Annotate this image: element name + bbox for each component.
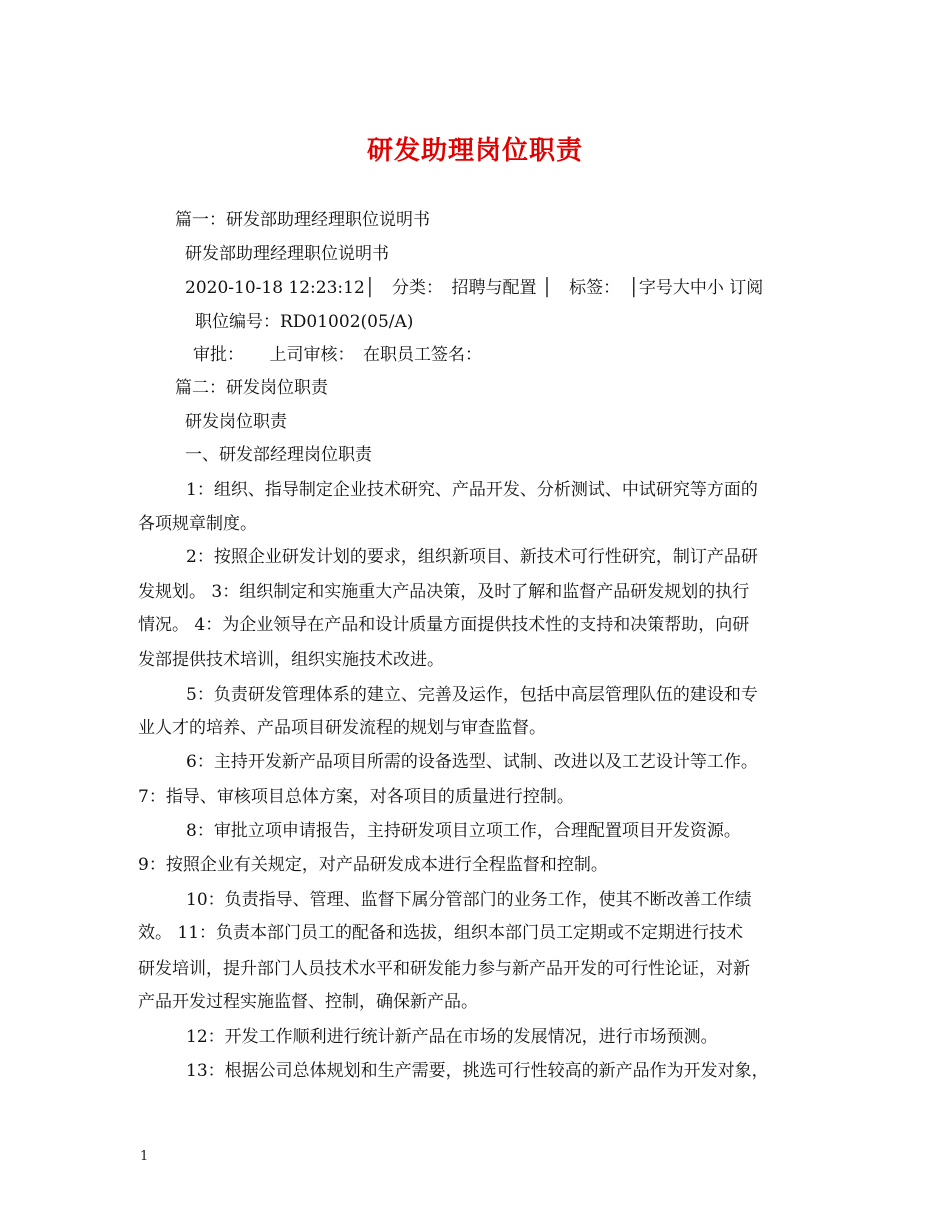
header-line-4: 职位编号：RD01002(05/A) [195,312,414,332]
body-line: 发规划。 3：组织制定和实施重大产品决策，及时了解和监督产品研发规划的执行 [138,582,750,602]
body-line: 5：负责研发管理体系的建立、完善及运作，包括中高层管理队伍的建设和专 [186,685,758,705]
body-line: 发部提供技术培训，组织实施技术改进。 [138,650,444,670]
body-line: 12：开发工作顺利进行统计新产品在市场的发展情况，进行市场预测。 [186,1027,718,1047]
body-line: 6：主持开发新产品项目所需的设备选型、试制、改进以及工艺设计等工作。 [186,752,758,772]
page-number: 1 [140,1149,149,1164]
body-line: 9：按照企业有关规定，对产品研发成本进行全程监督和控制。 [138,855,608,875]
body-line: 情况。 4：为企业领导在产品和设计质量方面提供技术性的支持和决策帮助，向研 [138,615,750,635]
header-line-5: 审批： 上司审核： 在职员工签名： [193,345,482,365]
body-line: 7：指导、审核项目总体方案，对各项目的质量进行控制。 [138,787,574,807]
document-title: 研发助理岗位职责 [366,136,583,166]
header-line-8: 一、研发部经理岗位职责 [185,445,372,465]
body-line: 2：按照企业研发计划的要求，组织新项目、新技术可行性研究，制订产品研 [186,547,758,567]
body-line: 效。 11：负责本部门员工的配备和选拔，组织本部门员工定期或不定期进行技术 [138,923,744,943]
body-line: 研发培训，提升部门人员技术水平和研发能力参与新产品开发的可行性论证，对新 [138,959,750,979]
header-line-2: 研发部助理经理职位说明书 [185,244,389,264]
body-line: 各项规章制度。 [138,514,257,534]
header-line-3: 2020-10-18 12:23:12│ 分类： 招聘与配置 │ 标签： │字号大中小 订阅 [185,278,764,298]
body-line: 1：组织、指导制定企业技术研究、产品开发、分析测试、中试研究等方面的 [186,480,758,500]
body-line: 13：根据公司总体规划和生产需要，挑选可行性较高的新产品作为开发对象， [186,1061,769,1081]
header-line-6: 篇二：研发岗位职责 [175,378,328,398]
header-line-7: 研发岗位职责 [185,412,287,432]
body-line: 10：负责指导、管理、监督下属分管部门的业务工作，使其不断改善工作绩 [186,890,752,910]
header-line-1: 篇一：研发部助理经理职位说明书 [175,210,430,230]
body-line: 8：审批立项申请报告，主持研发项目立项工作，合理配置项目开发资源。 [186,821,741,841]
body-line: 产品开发过程实施监督、控制，确保新产品。 [138,992,478,1012]
body-line: 业人才的培养、产品项目研发流程的规划与审查监督。 [138,718,546,738]
